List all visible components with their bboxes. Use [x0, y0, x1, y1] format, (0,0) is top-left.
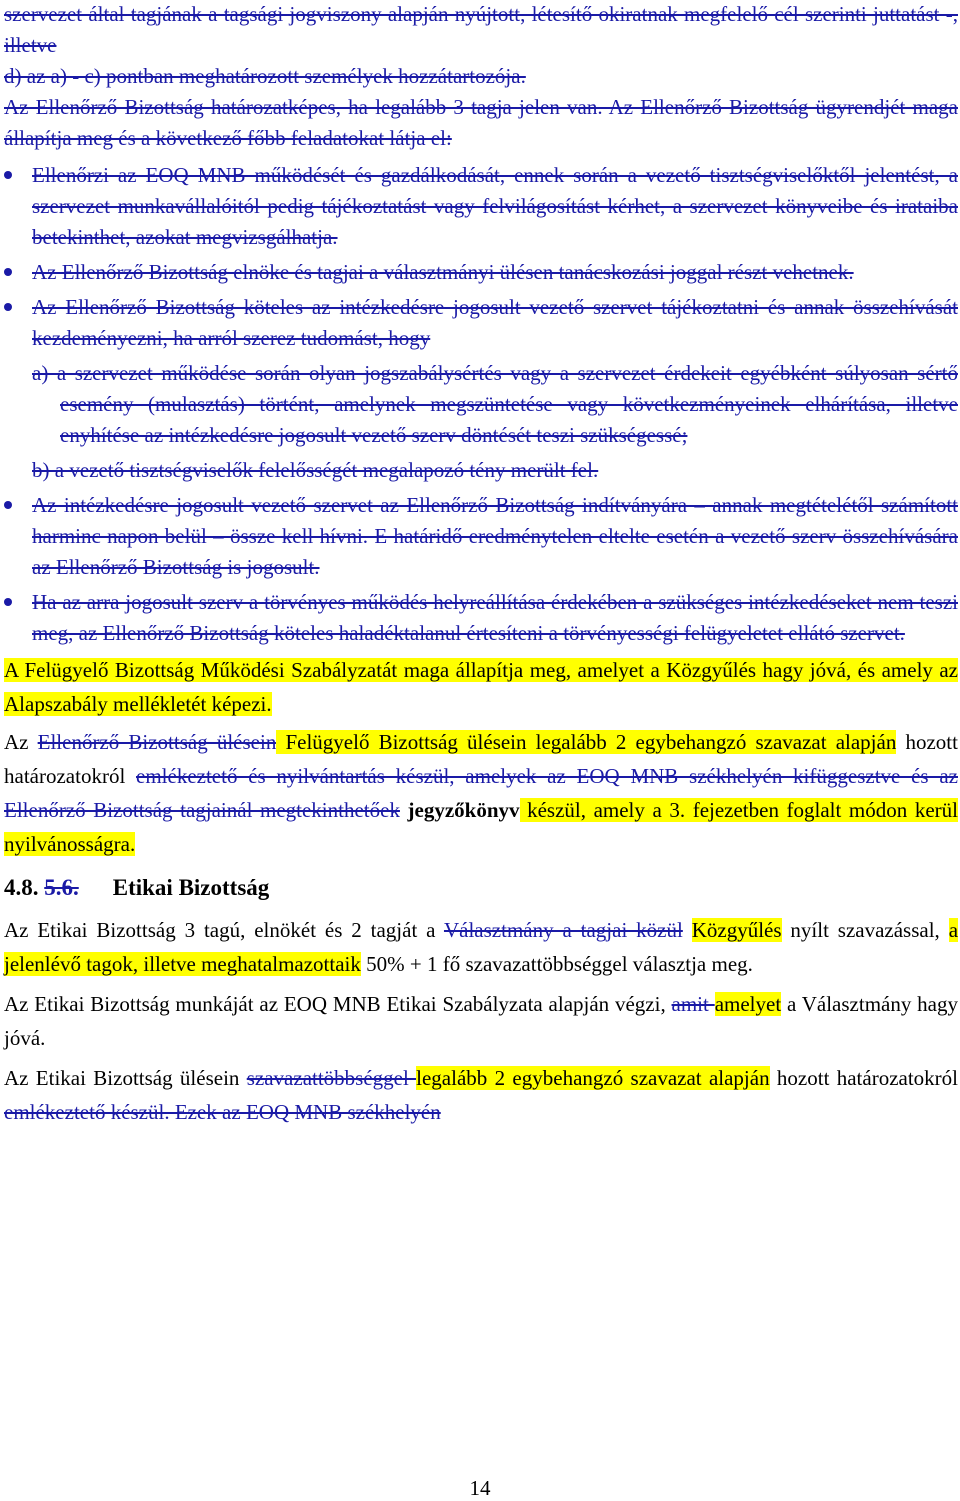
bullet-icon: [4, 303, 12, 311]
bullet-item-1: Ellenőrzi az EOQ MNB működését és gazdálkodását, ennek során a vezető tisztségviselőktől jelentést, a szervezet munkavállalóitól pedig tájékoztatást vagy felvilágosítást kérhet, a szervezet könyveibe és irataiba betekinthet, azokat megvizsgálhatja.: [4, 160, 958, 253]
section-title: Etikai Bizottság: [112, 875, 270, 900]
bullet-icon: [4, 598, 12, 606]
intro-item-d: d) az a) - c) pontban meghatározott személyek hozzátartozója.: [4, 64, 526, 88]
felugyelo-rules-paragraph: A Felügyelő Bizottság Működési Szabályzatát maga állapítja meg, amelyet a Közgyűlés hagy jóvá, és amely az Alapszabály mellékletét képezi.: [4, 658, 958, 716]
bullet-item-5: Ha az arra jogosult szerv a törvényes működés helyreállítása érdekében a szükséges intézkedéseket nem teszi meg, az Ellenőrző Bizottság köteles haladéktalanul értesíteni a törvényességi felügyeletet ellátó szervet.: [4, 587, 958, 649]
page-number: 14: [469, 1476, 491, 1500]
document-page: [4, 0, 958, 1129]
bullet-item-3: Az Ellenőrző Bizottság köteles az intézkedésre jogosult vezető szervet tájékoztatni és annak összehívását kezdeményezni, ha arról szerez tudomást, hogy: [4, 292, 958, 354]
sub-item-b: b) a vezető tisztségviselők felelősségét megalapozó tény merült fel.: [32, 458, 599, 482]
section-heading: [4, 871, 958, 905]
bullet-icon: [4, 171, 12, 179]
etikai-minutes-paragraph: Az Etikai Bizottság ülésein szavazattöbbséggel legalább 2 egybehangzó szavazat alapján hozott határozatokról emlékeztető készül. Ezek az EOQ MNB székhelyén: [4, 1066, 958, 1124]
bullet-icon: [4, 501, 12, 509]
bullet-item-2: Az Ellenőrző Bizottság elnöke és tagjai a választmányi ülésen tanácskozási joggal részt vehetnek.: [4, 257, 958, 288]
etikai-members-paragraph: Az Etikai Bizottság 3 tagú, elnökét és 2 tagját a Választmány a tagjai közül Közgyűlés nyílt szavazással, a jelenlévő tagok, illetve meghatalmazottaik 50% + 1 fő szavazattöbbséggel választja meg.: [4, 918, 959, 976]
section-old-number: 5.6.: [44, 875, 79, 900]
etikai-rules-paragraph: Az Etikai Bizottság munkáját az EOQ MNB Etikai Szabályzata alapján végzi, amit amelyet a Választmány hagy jóvá.: [4, 992, 958, 1050]
felugyelo-minutes-paragraph: Az Ellenőrző Bizottság ülésein Felügyelő Bizottság ülésein legalább 2 egybehangzó szavazat alapján hozott határozatokról emlékeztető és nyilvántartás készül, amelyek az EOQ MNB székhelyén kifüggesztve és az Ellenőrző Bizottság tagjainál megtekinthetőek jegyzőkönyv készül, amely a 3. fejezetben foglalt módon kerül nyilvánosságra.: [4, 730, 958, 856]
intro-continuation: szervezet által tagjának a tagsági jogviszony alapján nyújtott, létesítő okiratnak megfelelő cél szerinti juttatást -, illetve: [4, 2, 958, 57]
intro-quorum-paragraph: Az Ellenőrző Bizottság határozatképes, ha legalább 3 tagja jelen van. Az Ellenőrző Bizottság ügyrendjét maga állapítja meg és a következő főbb feladatokat látja el:: [4, 95, 958, 150]
sub-item-a: a) a szervezet működése során olyan jogszabálysértés vagy a szervezet érdekeit egyébként súlyosan sértő esemény (mulasztás) történt, amelynek megszüntetése vagy következményeinek elhárítása, illetve enyhítése az intézkedésre jogosult vezető szerv döntését teszi szükségessé;: [32, 361, 958, 447]
bullet-icon: [4, 268, 12, 276]
bullet-item-4: Az intézkedésre jogosult vezető szervet az Ellenőrző Bizottság indítványára – annak megtételétől számított harminc napon belül – össze kell hívni. E határidő eredménytelen eltelte esetén a vezető szerv összehívására az Ellenőrző Bizottság is jogosult.: [4, 490, 958, 583]
section-number: 4.8.: [4, 875, 39, 900]
